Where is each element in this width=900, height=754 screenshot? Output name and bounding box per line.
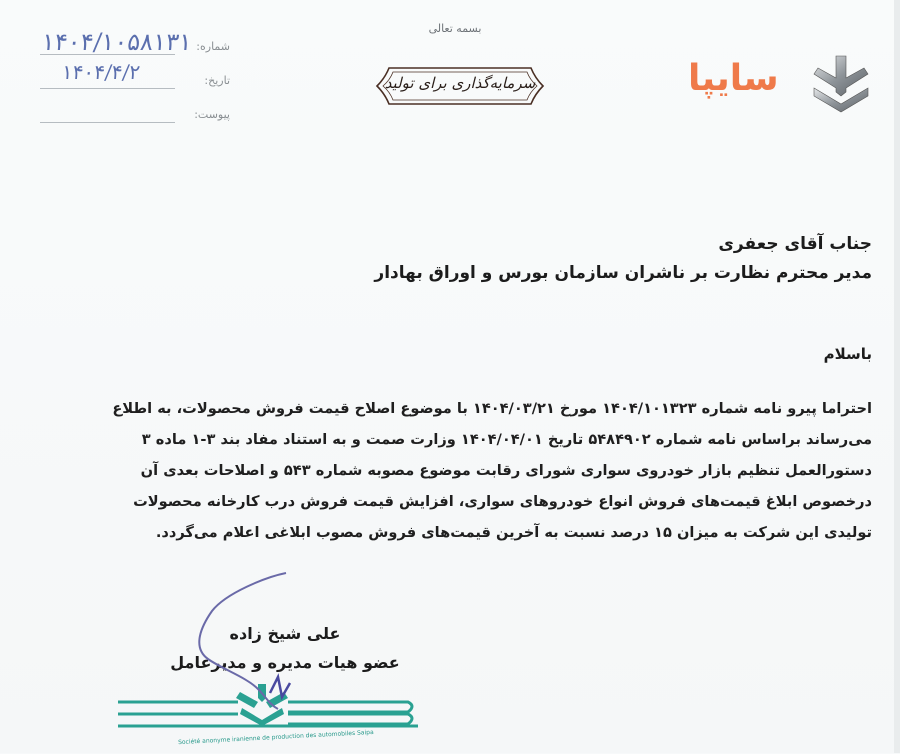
slogan-banner	[375, 64, 545, 108]
body-line: می‌رساند براساس نامه شماره ۵۴۸۴۹۰۲ تاریخ ۱۴۰۴/۰۴/۰۱ وزارت صمت و به استناد مفاد بند ۳-۱ ماده ۳	[141, 431, 872, 448]
addressee-name: جناب آقای جعفری	[718, 234, 872, 254]
field-line	[40, 54, 175, 55]
body-line: احتراما پیرو نامه شماره ۱۴۰۴/۱۰۱۳۲۳ مورخ ۱۴۰۴/۰۳/۲۱ با موضوع اصلاح قیمت فروش محصولات، به اطلاع	[112, 400, 872, 417]
letter-number-value: ۱۴۰۴/۱۰۵۸۱۳۱	[40, 28, 194, 56]
letter-date-label: تاریخ:	[204, 74, 230, 87]
body-line: دستورالعمل تنظیم بازار خودروی سواری شورای رقابت موضوع مصوبه شماره ۵۴۳ و اصلاحات بعدی آن	[140, 462, 872, 479]
letter-meta	[20, 30, 230, 132]
logo-wordmark: سایپا	[688, 58, 779, 99]
letter-number-label: شماره:	[196, 40, 230, 53]
body-line: درخصوص ابلاغ قیمت‌های فروش انواع خودروهای سواری، افزایش قیمت فروش درب کارخانه محصولات	[133, 493, 872, 510]
meta-attachment	[20, 98, 230, 132]
body-line: تولیدی این شرکت به میزان ۱۵ درصد نسبت به آخرین قیمت‌های فروش مصوب ابلاغی اعلام می‌گردد.	[155, 524, 872, 541]
company-logo	[680, 50, 880, 120]
letter-body	[112, 393, 872, 548]
slogan-text: سرمایه‌گذاری برای تولید	[384, 74, 536, 92]
saipa-logo-icon	[808, 52, 874, 118]
scan-edge	[894, 0, 900, 753]
invocation-text: بسمه تعالی	[428, 22, 482, 35]
company-stamp	[118, 684, 418, 750]
addressee-title: مدیر محترم نظارت بر ناشران سازمان بورس و اوراق بهادار	[374, 263, 872, 283]
signer-name: علی شیخ زاده	[229, 624, 341, 643]
addressee-block	[374, 232, 872, 290]
meta-date	[20, 60, 230, 98]
stamp-caption: Société anonyme iranienne de production des automobiles Saipa	[177, 728, 374, 747]
field-line	[40, 122, 175, 123]
signature-block	[150, 620, 420, 678]
attachment-label: پیوست:	[194, 108, 230, 121]
letter-date-value: ۱۴۰۴/۴/۲	[60, 60, 142, 84]
signer-title: عضو هیات مدیره و مدیرعامل	[170, 653, 400, 672]
meta-number	[20, 30, 230, 64]
field-line	[40, 88, 175, 89]
greeting: باسلام	[823, 345, 872, 363]
